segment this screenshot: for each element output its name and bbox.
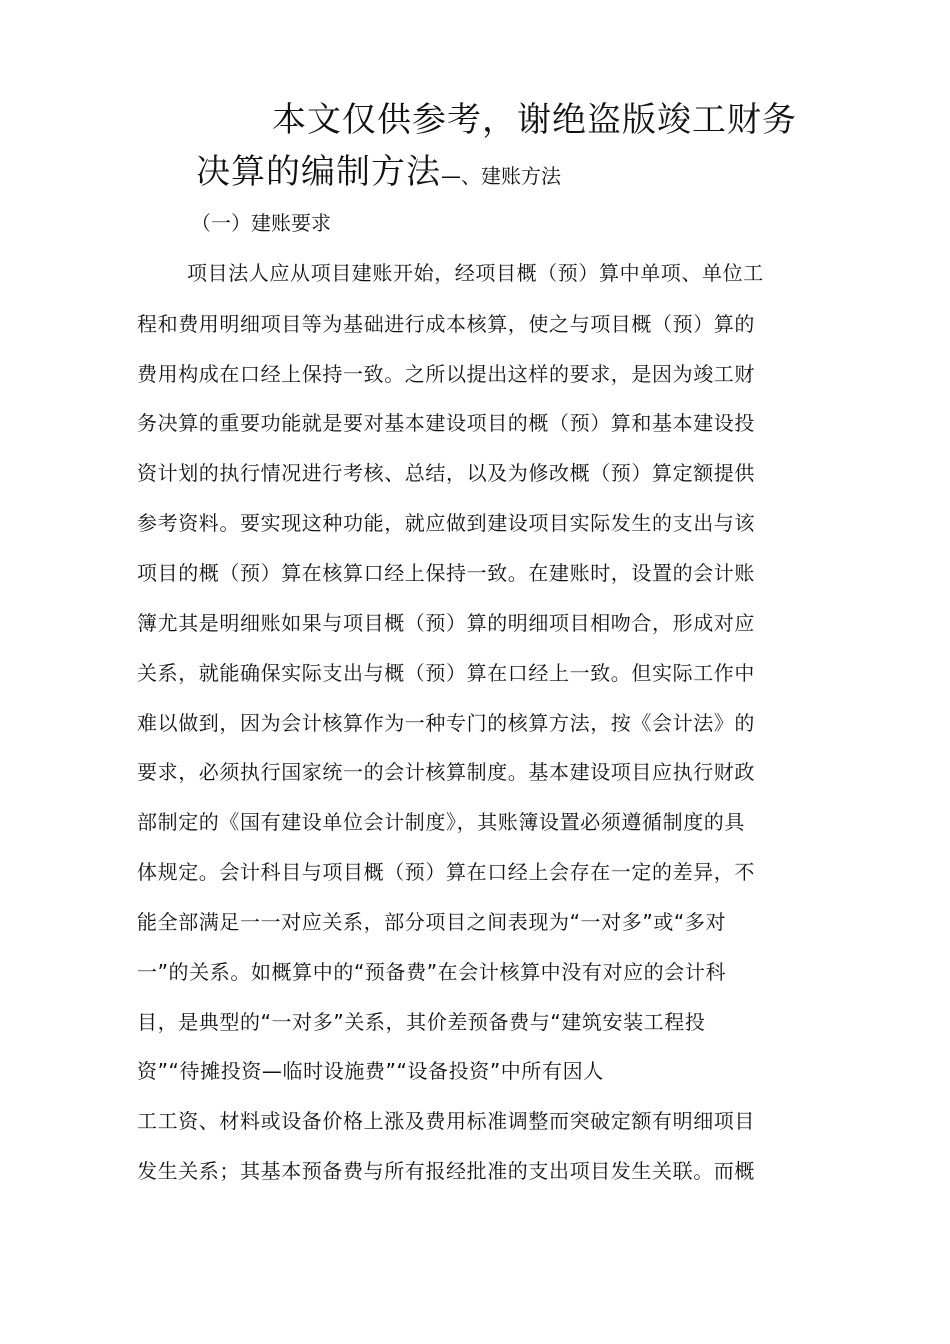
paragraph-line: 簿尤其是明细账如果与项目概（预）算的明细项目相吻合，形成对应 xyxy=(137,611,755,635)
paragraph-line: 项目的概（预）算在核算口经上保持一致。在建账时，设置的会计账 xyxy=(137,561,755,585)
paragraph-line: 部制定的《国有建设单位会计制度》，其账簿设置必须遵循制度的具 xyxy=(137,810,745,834)
paragraph-line: 资”“待摊投资—临时设施费”“设备投资”中所有因人 xyxy=(137,1059,604,1083)
paragraph-line: 体规定。会计科目与项目概（预）算在口经上会存在一定的差异，不 xyxy=(137,860,755,884)
paragraph-line: 难以做到，因为会计核算作为一种专门的核算方法，按《会计法》的 xyxy=(137,711,755,735)
paragraph-line: 目，是典型的“一对多”关系，其价差预备费与“建筑安装工程投 xyxy=(137,1010,706,1034)
paragraph-line: 发生关系；其基本预备费与所有报经批准的支出项目发生关联。而概 xyxy=(137,1159,755,1183)
paragraph-line: 能全部满足一一对应关系，部分项目之间表现为“一对多”或“多对 xyxy=(137,910,727,934)
paragraph-line: 程和费用明细项目等为基础进行成本核算，使之与项目概（预）算的 xyxy=(137,312,755,336)
paragraph-line: 要求，必须执行国家统一的会计核算制度。基本建设项目应执行财政 xyxy=(137,760,755,784)
paragraph-line: 关系，就能确保实际支出与概（预）算在口经上一致。但实际工作中 xyxy=(137,661,755,685)
paragraph-line: 资计划的执行情况进行考核、总结，以及为修改概（预）算定额提供 xyxy=(137,461,755,485)
paragraph-line: 项目法人应从项目建账开始，经项目概（预）算中单项、单位工 xyxy=(187,261,764,285)
document-title-line-1 xyxy=(272,98,797,142)
title-text-1: 本文仅供参考，谢绝盗版竣工财务 xyxy=(272,100,797,140)
paragraph-line: 务决算的重要功能就是要对基本建设项目的概（预）算和基本建设投 xyxy=(137,411,755,435)
paragraph-line: 参考资料。要实现这种功能，就应做到建设项目实际发生的支出与该 xyxy=(137,511,755,535)
section-heading: —、建账方法 xyxy=(441,164,561,188)
subsection-heading: （一）建账要求 xyxy=(191,211,331,235)
paragraph-line: 费用构成在口经上保持一致。之所以提出这样的要求，是因为竣工财 xyxy=(137,362,755,386)
paragraph-line: 工工资、材料或设备价格上涨及费用标准调整而突破定额有明细项目 xyxy=(137,1109,755,1133)
paragraph-line: 一”的关系。如概算中的“预备费”在会计核算中没有对应的会计科 xyxy=(137,960,727,984)
title-text-2: 决算的编制方法 xyxy=(196,152,441,192)
document-title-line-2 xyxy=(196,150,561,198)
